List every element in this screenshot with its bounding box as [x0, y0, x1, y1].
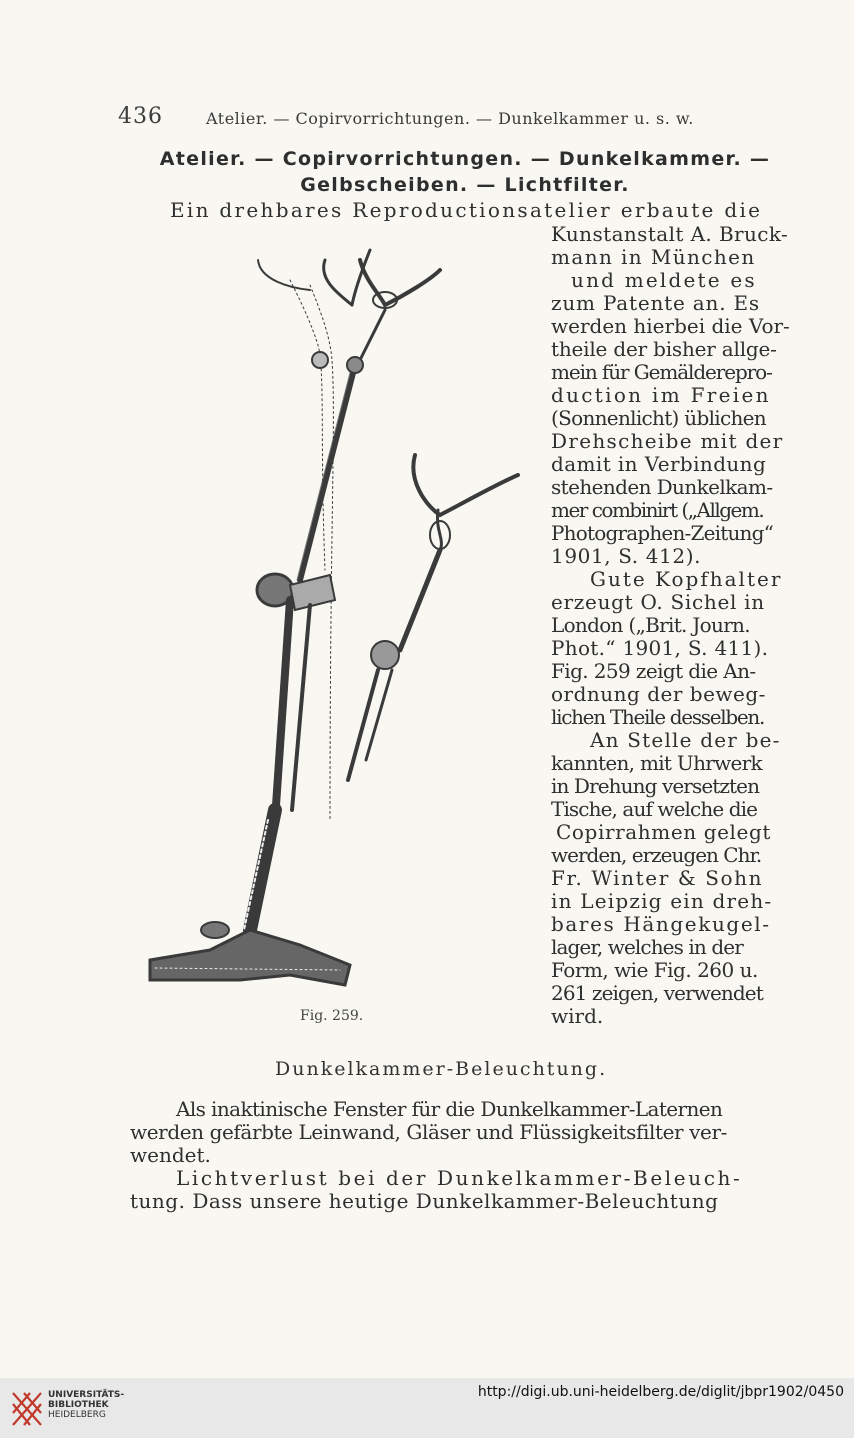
- body-line: An Stelle der be-: [590, 728, 781, 752]
- library-name-line-2: BIBLIOTHEK: [48, 1400, 109, 1410]
- head-rest-engraving: [140, 240, 530, 1000]
- running-header: [118, 104, 728, 134]
- body-line: mer combinirt („Allgem.: [551, 498, 764, 522]
- university-library-logo-icon: [10, 1388, 44, 1430]
- body-line: wird.: [551, 1004, 604, 1028]
- page-number: 436: [118, 104, 163, 129]
- body-line: in Drehung versetzten: [551, 774, 760, 798]
- body-line: Photographen-Zeitung“: [551, 521, 774, 545]
- body-line: damit in Verbindung: [551, 452, 767, 476]
- library-name-line-3: HEIDELBERG: [48, 1410, 106, 1420]
- library-name: [48, 1390, 124, 1420]
- body-line: London („Brit. Journ.: [551, 613, 750, 637]
- body-line: Gute Kopfhalter: [590, 567, 783, 591]
- body-line: stehenden Dunkelkam-: [551, 475, 773, 499]
- body-line: Tische, auf welche die: [551, 797, 758, 821]
- body-line: Copirrahmen gelegt: [556, 820, 772, 844]
- running-title: Atelier. — Copirvorrichtungen. — Dunkelkammer u. s. w.: [206, 109, 694, 128]
- body-line: Fig. 259 zeigt die An-: [551, 659, 756, 683]
- body-line: ordnung der beweg-: [551, 682, 766, 706]
- paragraph-line: wendet.: [130, 1143, 211, 1167]
- section-title-line-1: Atelier. — Copirvorrichtungen. — Dunkelkammer. —: [159, 148, 771, 170]
- body-line: kannten, mit Uhrwerk: [551, 751, 762, 775]
- library-name-line-1: UNIVERSITÄTS-: [48, 1390, 125, 1400]
- body-line: Fr. Winter & Sohn: [551, 866, 764, 890]
- body-line: (Sonnenlicht) üblichen: [551, 406, 766, 430]
- body-line: mann in München: [551, 245, 756, 269]
- body-line: bares Hängekugel-: [551, 912, 771, 936]
- subheading: Dunkelkammer-Beleuchtung.: [275, 1058, 608, 1080]
- paragraph-line: Lichtverlust bei der Dunkelkammer-Beleuch-: [176, 1166, 743, 1190]
- body-line: werden hierbei die Vor-: [551, 314, 790, 338]
- body-line: Drehscheibe mit der: [551, 429, 784, 453]
- body-line: in Leipzig ein dreh-: [551, 889, 773, 913]
- body-line: werden, erzeugen Chr.: [551, 843, 762, 867]
- body-line: Form, wie Fig. 260 u.: [551, 958, 758, 982]
- head-rest-illustration: [140, 240, 530, 1000]
- body-line: erzeugt O. Sichel in: [551, 590, 765, 614]
- figure-caption: Fig. 259.: [300, 1008, 364, 1024]
- body-line: zum Patente an. Es: [551, 291, 760, 315]
- paragraph-line: tung. Dass unsere heutige Dunkelkammer-Beleuchtung: [130, 1189, 719, 1213]
- body-line: und meldete es: [571, 268, 757, 292]
- body-line: 1901, S. 412).: [551, 544, 702, 568]
- body-line: theile der bisher allge-: [551, 337, 777, 361]
- body-line: lager, welches in der: [551, 935, 743, 959]
- paragraph-line: Als inaktinische Fenster für die Dunkelkammer-Laternen: [176, 1097, 723, 1121]
- body-line: lichen Theile desselben.: [551, 705, 765, 729]
- permalink-url[interactable]: http://digi.ub.uni-heidelberg.de/diglit/jbpr1902/0450: [477, 1384, 844, 1400]
- paragraph-line: werden gefärbte Leinwand, Gläser und Flüssigkeitsfilter ver-: [130, 1120, 727, 1144]
- body-line: mein für Gemälderepro-: [551, 360, 772, 384]
- section-title-line-2: Gelbscheiben. — Lichtfilter.: [300, 174, 630, 196]
- body-line: duction im Freien: [551, 383, 771, 407]
- body-line: Phot.“ 1901, S. 411).: [551, 636, 769, 660]
- body-line: 261 zeigen, verwendet: [551, 981, 763, 1005]
- body-line: Kunstanstalt A. Bruck-: [551, 222, 789, 246]
- body-line: Ein drehbares Reproductionsatelier erbaute die: [170, 198, 763, 222]
